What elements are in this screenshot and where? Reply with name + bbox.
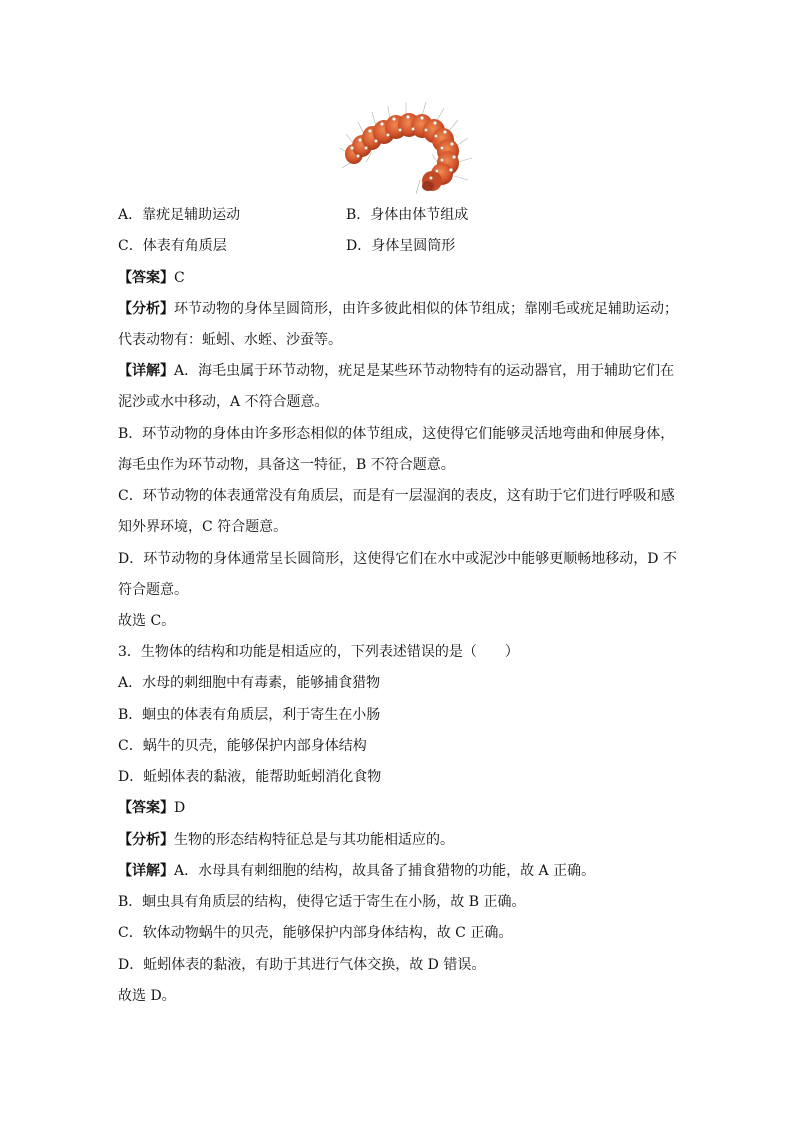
q3-answer bbox=[118, 798, 185, 818]
q3-detail-line-1 bbox=[118, 861, 595, 881]
q2-detail-line-2: 泥沙或水中移动，A 不符合题意。 bbox=[118, 394, 329, 410]
q2-answer-value: C bbox=[174, 270, 185, 286]
q2-analysis-line-2: 代表动物有：蚯蚓、水蛭、沙蚕等。 bbox=[118, 332, 342, 348]
q2-detail-line-8: 符合题意。 bbox=[118, 582, 188, 598]
q2-option-c: C．体表有角质层 bbox=[118, 238, 227, 254]
q2-analysis-line-1 bbox=[118, 299, 678, 319]
q3-detail-text-1: A．水母具有刺细胞的结构，故具备了捕食猎物的功能，故 A 正确。 bbox=[174, 863, 596, 879]
q3-answer-value: D bbox=[174, 800, 186, 816]
q2-detail-text-1: A．海毛虫属于环节动物，疣足是某些环节动物特有的运动器官，用于辅助它们在 bbox=[174, 363, 675, 379]
q3-detail-line-2: B．蛔虫具有角质层的结构，使得它适于寄生在小肠，故 B 正确。 bbox=[118, 894, 526, 910]
q2-options-row-2 bbox=[118, 236, 688, 256]
q3-detail-line-4: D．蚯蚓体表的黏液，有助于其进行气体交换，故 D 错误。 bbox=[118, 957, 486, 973]
q3-analysis-tag: 【分析】 bbox=[118, 832, 174, 848]
q2-detail-line-3: B．环节动物的身体由许多形态相似的体节组成，这使得它们能够灵活地弯曲和伸展身体， bbox=[118, 426, 675, 442]
q3-analysis-text: 生物的形态结构特征总是与其功能相适应的。 bbox=[174, 832, 454, 848]
q2-option-a: A．靠疣足辅助运动 bbox=[118, 207, 241, 223]
q2-option-d: D．身体呈圆筒形 bbox=[346, 238, 456, 254]
q2-detail-line-4: 海毛虫作为环节动物，具备这一特征，B 不符合题意。 bbox=[118, 457, 455, 473]
q2-answer-tag: 【答案】 bbox=[118, 270, 174, 286]
q2-analysis-tag: 【分析】 bbox=[118, 301, 174, 317]
q3-option-d: D．蚯蚓体表的黏液，能帮助蚯蚓消化食物 bbox=[118, 769, 382, 785]
q2-conclusion: 故选 C。 bbox=[118, 613, 176, 629]
q3-detail-tag: 【详解】 bbox=[118, 863, 174, 879]
q3-option-b: B．蛔虫的体表有角质层，利于寄生在小肠 bbox=[118, 707, 381, 723]
q3-detail-line-3: C．软体动物蜗牛的贝壳，能够保护内部身体结构，故 C 正确。 bbox=[118, 925, 513, 941]
q2-option-b: B．身体由体节组成 bbox=[346, 207, 469, 223]
q3-answer-tag: 【答案】 bbox=[118, 800, 174, 816]
q2-answer bbox=[118, 268, 185, 288]
q2-detail-tag: 【详解】 bbox=[118, 363, 174, 379]
q3-option-a: A．水母的刺细胞中有毒素，能够捕食猎物 bbox=[118, 675, 381, 691]
q2-detail-line-5: C．环节动物的体表通常没有角质层，而是有一层湿润的表皮，这有助于它们进行呼吸和感 bbox=[118, 488, 675, 504]
q3-analysis bbox=[118, 830, 454, 850]
q3-conclusion: 故选 D。 bbox=[118, 988, 176, 1004]
sea-caterpillar-illustration bbox=[336, 96, 476, 200]
q2-analysis-text-1: 环节动物的身体呈圆筒形，由许多彼此相似的体节组成；靠刚毛或疣足辅助运动； bbox=[174, 301, 678, 317]
q3-stem: 3．生物体的结构和功能是相适应的，下列表述错误的是（ ） bbox=[118, 644, 519, 660]
q2-detail-line-6: 知外界环境，C 符合题意。 bbox=[118, 519, 288, 535]
q2-detail-line-1 bbox=[118, 361, 674, 381]
q2-options-row-1 bbox=[118, 205, 688, 225]
q2-detail-line-7: D．环节动物的身体通常呈长圆筒形，这使得它们在水中或泥沙中能够更顺畅地移动，D 不 bbox=[118, 551, 677, 567]
q3-option-c: C．蜗牛的贝壳，能够保护内部身体结构 bbox=[118, 738, 367, 754]
